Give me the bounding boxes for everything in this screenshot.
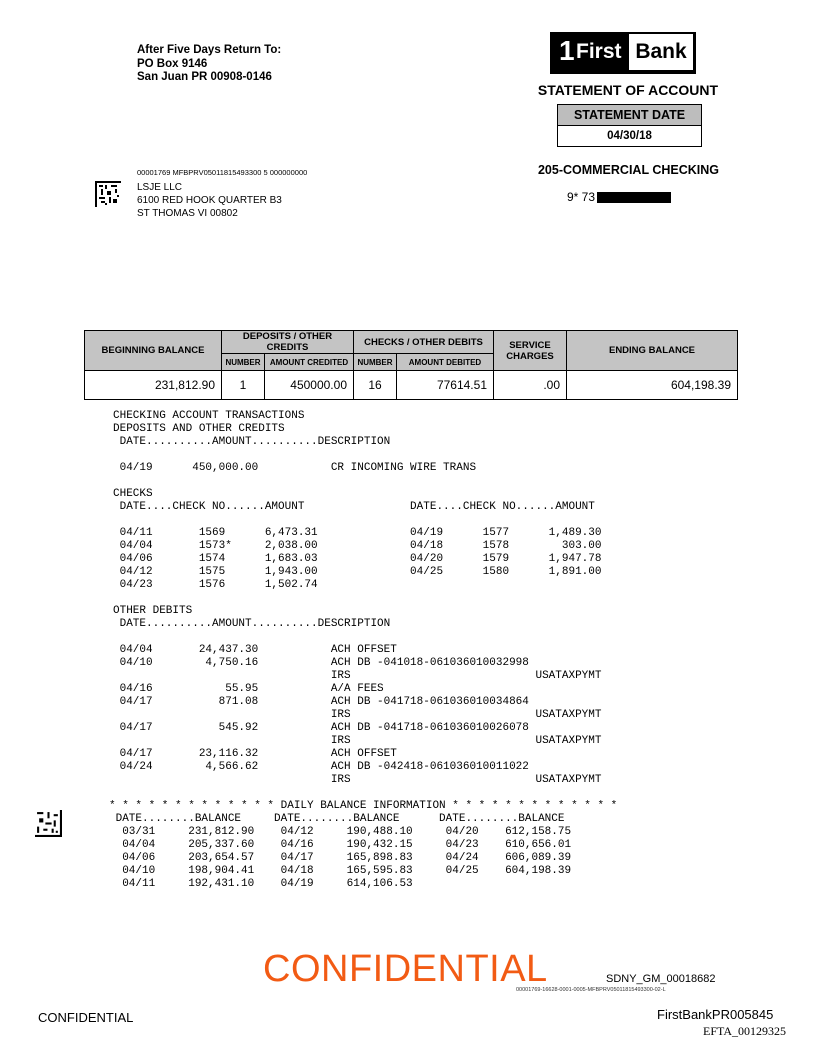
statement-date-label: STATEMENT DATE: [557, 104, 702, 126]
statement-title: STATEMENT OF ACCOUNT: [537, 82, 719, 98]
first-bank-logo: [550, 32, 696, 74]
account-number-visible: 9* 73: [567, 190, 596, 204]
redaction-bar: [597, 192, 671, 203]
logo-one: 1: [559, 35, 575, 66]
daily-balance-information: * * * * * * * * * * * * * DAILY BALANCE INFORMATION * * * * * * * * * * * * * DATE........BALANCE DATE........BALANCE DATE........BALANCE 03/31 231,812.90 04/12 190,488.10 04/20 612,158.75 04/04 205,337.60 04/16 190,432.15 04/23 610,656.01 04/06 203,654.57 04/17 165,898.83 04/24 606,089.39 04/10 198,904.41 04/18 165,595.83 04/25 604,198.39 04/11 192,431.10 04/19 614,106.53: [109, 800, 618, 890]
ending-balance-value: 604,198.39: [567, 371, 738, 400]
beginning-balance-value: 231,812.90: [85, 371, 222, 400]
sdny-bates: SDNY_GM_00018682: [606, 973, 716, 985]
confidential-label: CONFIDENTIAL: [38, 1010, 134, 1025]
mailing-address: [137, 181, 282, 220]
amount-debited-value: 77614.51: [397, 371, 494, 400]
header-deposits: DEPOSITS / OTHER CREDITS: [222, 331, 354, 354]
amount-credited-value: 450000.00: [265, 371, 354, 400]
efta-number: EFTA_00129325: [703, 1024, 787, 1038]
statement-date-value: 04/30/18: [557, 125, 702, 147]
deposit-count-value: 1: [222, 371, 265, 400]
header-beginning-balance: BEGINNING BALANCE: [85, 331, 222, 371]
service-charges-value: .00: [494, 371, 567, 400]
logo-first: First: [576, 40, 622, 63]
customer-street: 6100 RED HOOK QUARTER B3: [137, 195, 282, 206]
debit-count-value: 16: [354, 371, 397, 400]
mailing-sequence: 00001769 MFBPRV05011815493300 5 000000000: [137, 168, 308, 177]
barcode-icon: [95, 181, 121, 207]
logo-bank: Bank: [629, 34, 693, 70]
return-address-line1: After Five Days Return To:: [137, 44, 282, 56]
return-address-line2: PO Box 9146: [137, 57, 208, 70]
customer-name: LSJE LLC: [137, 182, 183, 193]
document-id: 00001769-16628-0001-0005-MFBPRV05011815493300-02-L: [516, 987, 666, 993]
return-address: [137, 44, 281, 85]
bates-number: FirstBankPR005845: [657, 1007, 774, 1022]
header-amount-credited: AMOUNT CREDITED: [265, 354, 354, 371]
header-checks: CHECKS / OTHER DEBITS: [354, 331, 494, 354]
confidential-stamp: CONFIDENTIAL: [263, 948, 548, 990]
barcode-icon: [35, 810, 62, 837]
header-deposit-number: NUMBER: [222, 354, 265, 371]
header-amount-debited: AMOUNT DEBITED: [397, 354, 494, 371]
header-service-charges: SERVICE CHARGES: [494, 331, 567, 371]
account-summary-table: [84, 330, 738, 400]
header-ending-balance: ENDING BALANCE: [567, 331, 738, 371]
checking-transactions: CHECKING ACCOUNT TRANSACTIONS DEPOSITS AND OTHER CREDITS DATE..........AMOUNT..........DESCRIPTION 04/19 450,000.00 CR INCOMING WIRE TRANS CHECKS DATE....CHECK NO......AMOUNT DATE....CHECK NO......AMOUNT 04/11 1569 6,473.31 04/19 1577 1,489.30 04/04 1573* 2,038.00 04/18 1578 303.00 04/06 1574 1,683.03 04/20 1579 1,947.78 04/12 1575 1,943.00 04/25 1580 1,891.00 04/23 1576 1,502.74 OTHER DEBITS DATE..........AMOUNT..........DESCRIPTION 04/04 24,437.30 ACH OFFSET 04/10 4,750.16 ACH DB -041018-061036010032998 IRS USATAXPYMT 04/16 55.95 A/A FEES 04/17 871.08 ACH DB -041718-061036010034864 IRS USATAXPYMT 04/17 545.92 ACH DB -041718-061036010026078 IRS USATAXPYMT 04/17 23,116.32 ACH OFFSET 04/24 4,566.62 ACH DB -042418-061036010011022 IRS USATAXPYMT: [113, 410, 602, 786]
account-type: 205-COMMERCIAL CHECKING: [537, 163, 720, 177]
header-debit-number: NUMBER: [354, 354, 397, 371]
customer-city: ST THOMAS VI 00802: [137, 208, 238, 219]
return-address-line3: San Juan PR 00908-0146: [137, 71, 272, 83]
account-number: [567, 190, 671, 204]
